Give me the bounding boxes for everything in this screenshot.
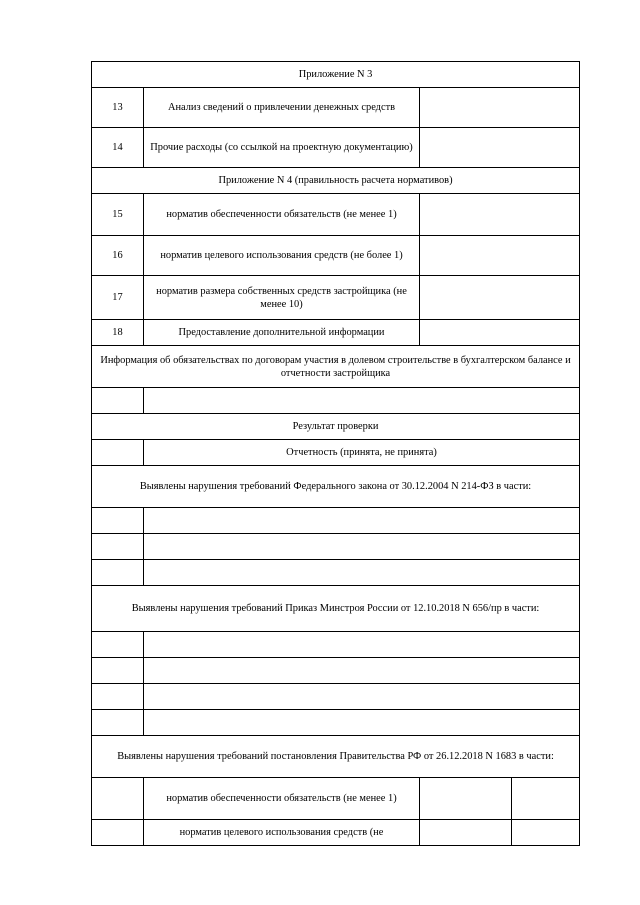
row-number: 15 [92,194,144,236]
blank-text-cell[interactable] [144,508,580,534]
blank-number-cell[interactable] [92,508,144,534]
violations-214fz-header: Выявлены нарушения требований Федерального закона от 30.12.2004 N 214-ФЗ в части: [92,466,580,508]
blank-row [92,388,580,414]
row-text: норматив размера собственных средств застройщика (не менее 10) [144,276,420,320]
row-value-cell[interactable] [420,320,580,346]
table-row [92,236,580,276]
app3-header: Приложение N 3 [92,62,580,88]
blank-number-cell[interactable] [92,534,144,560]
row-value-cell[interactable] [420,778,512,820]
blank-text-cell[interactable] [144,388,580,414]
blank-text-cell[interactable] [144,534,580,560]
row-number: 17 [92,276,144,320]
obligations-info-row [92,346,580,388]
result-header-row [92,414,580,440]
row-value-cell[interactable] [420,276,580,320]
row-value-cell[interactable] [420,236,580,276]
blank-number-cell[interactable] [92,560,144,586]
blank-number-cell[interactable] [92,684,144,710]
violations-656-row [92,586,580,632]
row-value-cell[interactable] [420,88,580,128]
blank-number-cell[interactable] [92,710,144,736]
document-table [91,61,580,846]
app4-header: Приложение N 4 (правильность расчета нормативов) [92,168,580,194]
row-number: 14 [92,128,144,168]
blank-text-cell[interactable] [144,684,580,710]
row-extra-cell[interactable] [512,820,580,846]
row-number[interactable] [92,820,144,846]
table-row [92,820,580,846]
blank-number-cell[interactable] [92,388,144,414]
violations-656-header: Выявлены нарушения требований Приказ Минстроя России от 12.10.2018 N 656/пр в части: [92,586,580,632]
row-text: норматив целевого использования средств (не [144,820,420,846]
row-text: норматив обеспеченности обязательств (не менее 1) [144,194,420,236]
row-value-cell[interactable] [420,128,580,168]
blank-text-cell[interactable] [144,560,580,586]
app4-header-row [92,168,580,194]
blank-number-cell[interactable] [92,632,144,658]
table-row [92,320,580,346]
table-row [92,194,580,236]
row-text: Прочие расходы (со ссылкой на проектную документацию) [144,128,420,168]
row-number: 16 [92,236,144,276]
row-text: норматив целевого использования средств (не более 1) [144,236,420,276]
blank-row [92,508,580,534]
blank-row [92,560,580,586]
violations-214fz-row [92,466,580,508]
report-status-row [92,440,580,466]
row-text: Анализ сведений о привлечении денежных средств [144,88,420,128]
row-value-cell[interactable] [420,820,512,846]
blank-text-cell[interactable] [144,658,580,684]
blank-row [92,632,580,658]
blank-row [92,534,580,560]
blank-row [92,710,580,736]
blank-number-cell[interactable] [92,658,144,684]
obligations-info: Информация об обязательствах по договорам участия в долевом строительстве в бухгалтерском балансе и отчетности застройщика [92,346,580,388]
blank-text-cell[interactable] [144,632,580,658]
report-status: Отчетность (принята, не принята) [144,440,580,466]
blank-number-cell[interactable] [92,440,144,466]
result-header: Результат проверки [92,414,580,440]
row-text: Предоставление дополнительной информации [144,320,420,346]
blank-row [92,658,580,684]
table-row [92,778,580,820]
blank-row [92,684,580,710]
violations-1683-row [92,736,580,778]
violations-1683-header: Выявлены нарушения требований постановления Правительства РФ от 26.12.2018 N 1683 в части: [92,736,580,778]
row-value-cell[interactable] [420,194,580,236]
table-row [92,276,580,320]
blank-text-cell[interactable] [144,710,580,736]
row-number: 18 [92,320,144,346]
table-row [92,88,580,128]
row-text: норматив обеспеченности обязательств (не менее 1) [144,778,420,820]
row-number[interactable] [92,778,144,820]
row-extra-cell[interactable] [512,778,580,820]
row-number: 13 [92,88,144,128]
table-row [92,128,580,168]
app3-header-row [92,62,580,88]
